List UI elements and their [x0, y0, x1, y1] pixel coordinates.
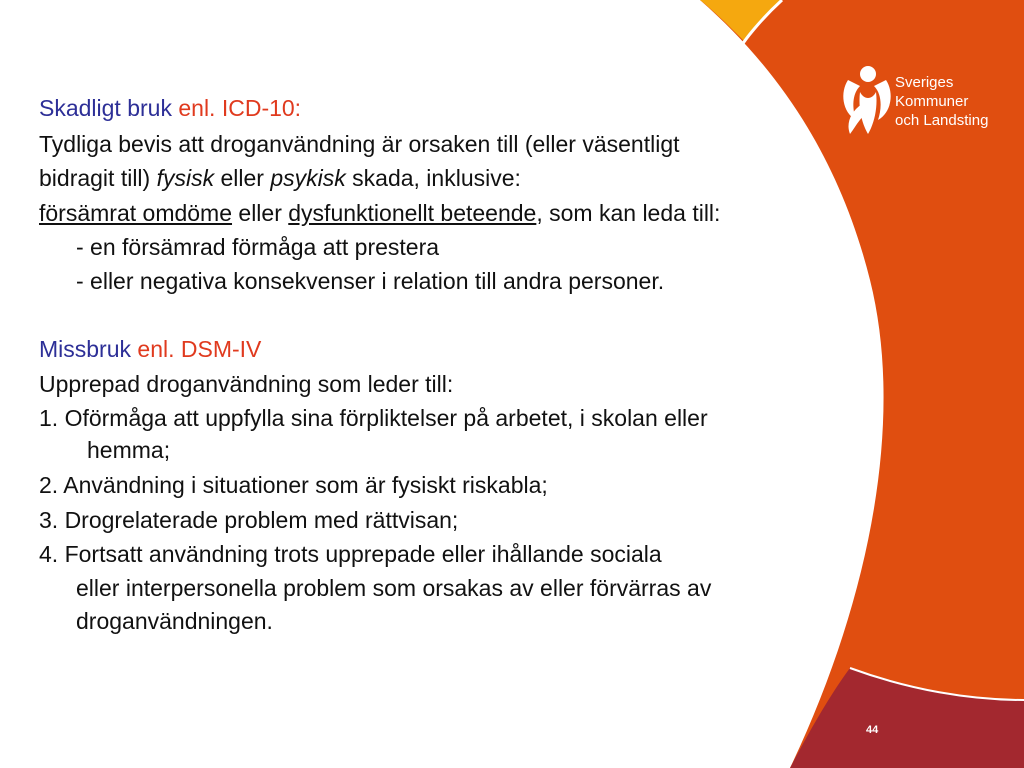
section1-line-1: Tydliga bevis att droganvändning är orsaken till (eller väsentligt [39, 131, 680, 157]
section2-item-4-cont-2: droganvändningen. [76, 608, 273, 634]
section2-intro: Upprepad droganvändning som leder till: [39, 371, 454, 397]
section2-item-1-cont: hemma; [87, 437, 171, 463]
section1-heading [39, 93, 301, 123]
section1-line-3-c: , som kan leda till: [536, 200, 721, 226]
section2-item-4: 4. Fortsatt användning trots upprepade eller ihållande sociala [39, 541, 662, 567]
term-psykisk: psykisk [270, 165, 346, 191]
section1-line-2-c: skada, inklusive: [345, 165, 521, 191]
section2-item-4-cont-1: eller interpersonella problem som orsakas av eller förvärras av [76, 575, 712, 601]
section2-item-3: 3. Drogrelaterade problem med rättvisan; [39, 507, 459, 533]
logo-line-2: Kommuner [895, 93, 969, 110]
term-dysfunktionellt-beteende: dysfunktionellt beteende [288, 200, 537, 226]
section2-item-2: 2. Användning i situationer som är fysiskt riskabla; [39, 472, 548, 498]
page-number: 44 [866, 724, 879, 736]
section1-heading-ref: enl. ICD-10: [178, 95, 302, 121]
section1-heading-term: Skadligt bruk [39, 95, 172, 121]
section1-line-3 [39, 198, 720, 228]
section1-line-3-b: eller [232, 200, 289, 226]
term-fysisk: fysisk [156, 165, 215, 191]
section1-line-2-a: bidragit till) [39, 165, 157, 191]
organization-logo-text [895, 73, 988, 130]
section1-line-2-b: eller [214, 165, 271, 191]
term-forsamrat-omdome: försämrat omdöme [39, 200, 233, 226]
section1-bullet-1: - en försämrad förmåga att prestera [76, 234, 440, 260]
section1-line-2 [39, 163, 521, 193]
logo-line-1: Sveriges [895, 74, 954, 91]
section2-heading [39, 334, 261, 364]
section2-heading-term: Missbruk [39, 336, 132, 362]
section2-heading-ref: enl. DSM-IV [137, 336, 262, 362]
section2-item-1: 1. Oförmåga att uppfylla sina förpliktelser på arbetet, i skolan eller [39, 405, 708, 431]
section1-bullet-2: - eller negativa konsekvenser i relation till andra personer. [76, 268, 665, 294]
logo-line-3: och Landsting [895, 112, 989, 129]
